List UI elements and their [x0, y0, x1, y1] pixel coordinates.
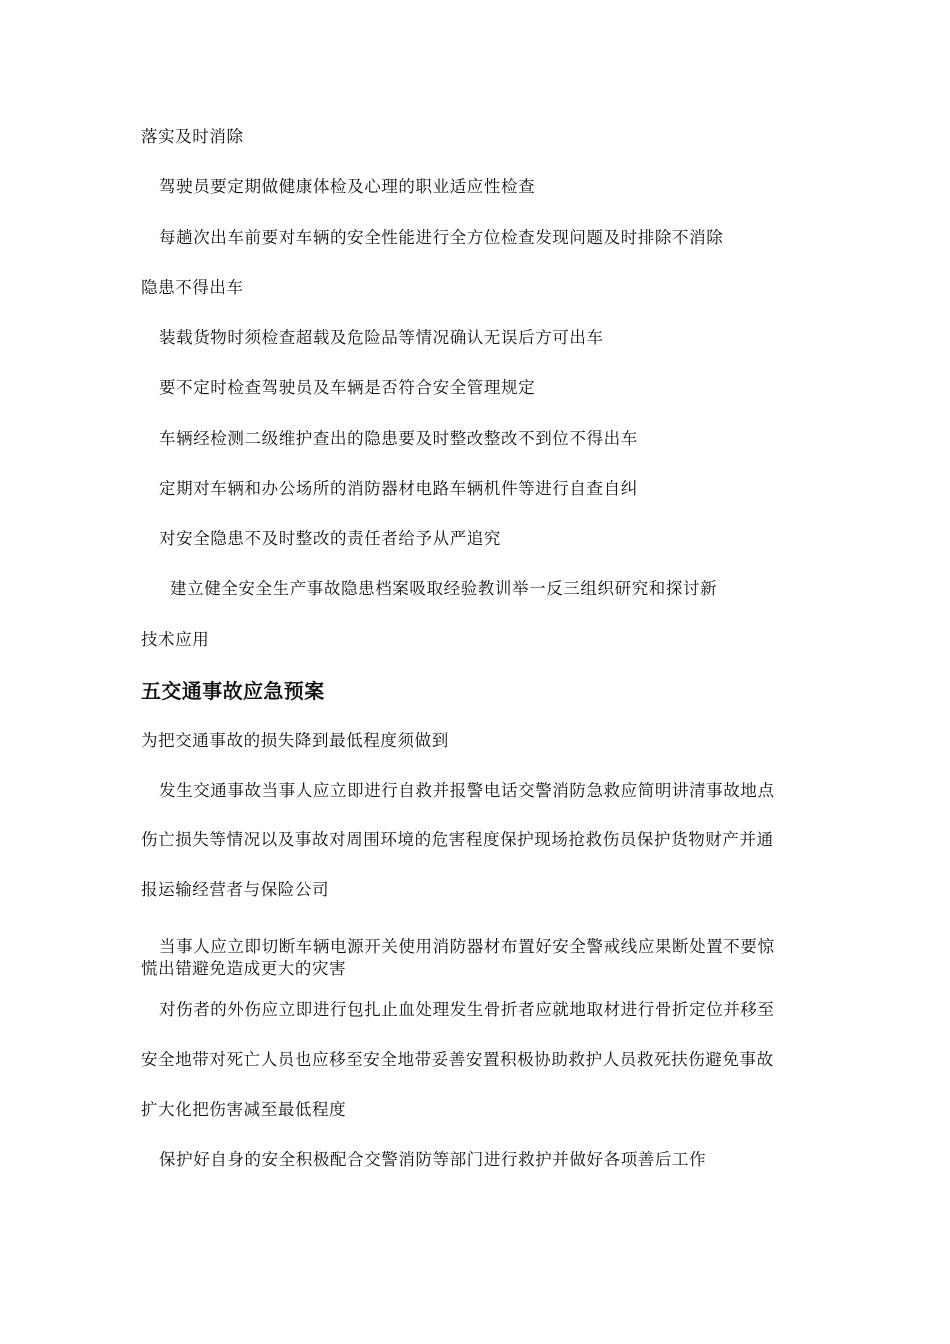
- paragraph-line: 技术应用: [141, 630, 210, 649]
- paragraph-line: 对安全隐患不及时整改的责任者给予从严追究: [159, 529, 501, 548]
- paragraph-line: 对伤者的外伤应立即进行包扎止血处理发生骨折者应就地取材进行骨折定位并移至: [159, 1000, 775, 1019]
- paragraph-line: 慌出错避免造成更大的灾害: [141, 959, 347, 978]
- paragraph-line: 发生交通事故当事人应立即进行自救并报警电话交警消防急救应简明讲清事故地点: [159, 781, 775, 800]
- paragraph-line: 定期对车辆和办公场所的消防器材电路车辆机件等进行自查自纠: [159, 479, 638, 498]
- paragraph-line: 落实及时消除: [141, 127, 244, 146]
- paragraph-line: 扩大化把伤害减至最低程度: [141, 1100, 347, 1119]
- paragraph-line: 安全地带对死亡人员也应移至安全地带妥善安置积极协助救护人员救死扶伤避免事故: [141, 1050, 774, 1069]
- paragraph-line: 隐患不得出车: [141, 278, 244, 297]
- paragraph-line: 保护好自身的安全积极配合交警消防等部门进行救护并做好各项善后工作: [159, 1150, 707, 1169]
- section-heading: 五交通事故应急预案: [141, 679, 325, 703]
- paragraph-line: 报运输经营者与保险公司: [141, 880, 330, 899]
- paragraph-line: 驾驶员要定期做健康体检及心理的职业适应性检查: [159, 177, 536, 196]
- paragraph-line: 为把交通事故的损失降到最低程度须做到: [141, 731, 449, 750]
- paragraph-line: 伤亡损失等情况以及事故对周围环境的危害程度保护现场抢救伤员保护货物财产并通: [141, 830, 774, 849]
- paragraph-line: 每趟次出车前要对车辆的安全性能进行全方位检查发现问题及时排除不消除: [159, 228, 724, 247]
- paragraph-line: 要不定时检查驾驶员及车辆是否符合安全管理规定: [159, 378, 536, 397]
- paragraph-line: 装载货物时须检查超载及危险品等情况确认无误后方可出车: [159, 328, 604, 347]
- paragraph-line: 车辆经检测二级维护查出的隐患要及时整改整改不到位不得出车: [159, 429, 638, 448]
- paragraph-line: 建立健全安全生产事故隐患档案吸取经验教训举一反三组织研究和探讨新: [170, 579, 718, 598]
- paragraph-line: 当事人应立即切断车辆电源开关使用消防器材布置好安全警戒线应果断处置不要惊: [159, 937, 775, 956]
